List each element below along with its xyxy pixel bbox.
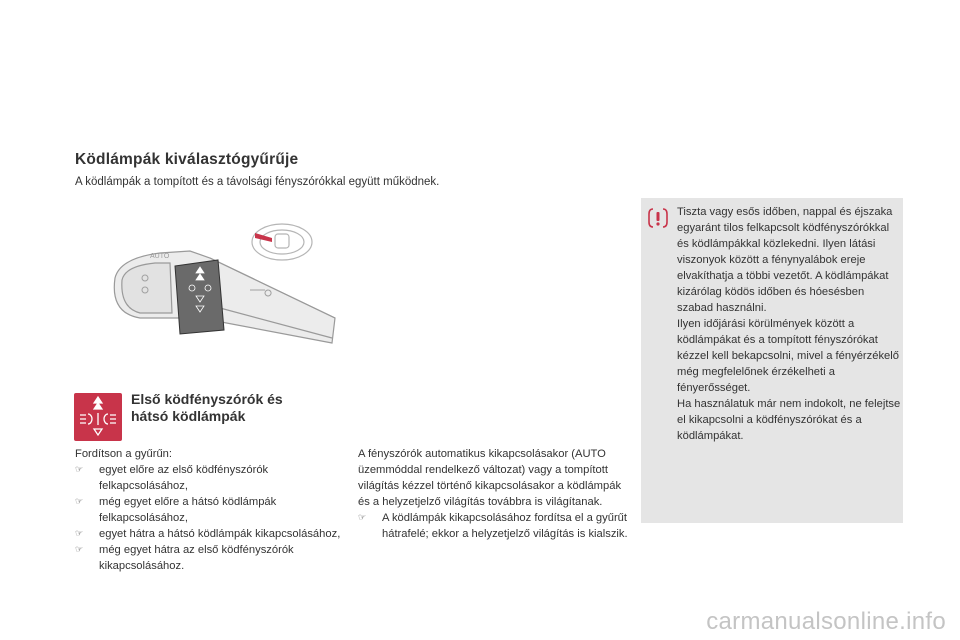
watermark: carmanualsonline.info bbox=[706, 608, 946, 635]
middle-paragraph: A fényszórók automatikus kikapcsolásakor (AUTO üzemmóddal rendelkező változat) vagy a tompított világítás kézzel történő kikapcsolásakor a ködlámpák és a helyzetjelző világítás továbbra is világítanak. bbox=[358, 448, 622, 508]
list-item: ☞ egyet előre az első ködfényszórók felkapcsolásához, bbox=[75, 462, 345, 494]
list-item: ☞ egyet hátra a hátsó ködlámpák kikapcsolásához, bbox=[75, 526, 345, 542]
steering-wheel-icon bbox=[252, 224, 312, 260]
warning-paragraph: Ha használatuk már nem indokolt, ne felejtse el kikapcsolni a ködfényszórókat és a ködlámpákat. bbox=[677, 398, 901, 442]
warning-paragraph: Ilyen időjárási körülmények között a ködlámpákat és a tompított fényszórókat kézzel kell bekapcsolni, mivel a fényérzékelő még megfelelőnek érzékelheti a fényerősséget. bbox=[677, 318, 899, 394]
section-title: Ködlámpák kiválasztógyűrűje bbox=[75, 151, 299, 168]
left-list bbox=[75, 462, 345, 574]
subsection-title-line1: Első ködfényszórók és bbox=[131, 391, 283, 407]
left-column bbox=[75, 446, 345, 574]
auto-label: AUTO bbox=[150, 253, 170, 260]
middle-list bbox=[358, 510, 628, 542]
left-lead: Fordítson a gyűrűn: bbox=[75, 448, 173, 460]
subsection-title bbox=[131, 391, 283, 425]
warning-icon bbox=[647, 208, 669, 228]
list-item: ☞ még egyet hátra az első ködfényszórók kikapcsolásához. bbox=[75, 542, 345, 574]
warning-paragraph: Tiszta vagy esős időben, nappal és éjszaka egyaránt tilos felkapcsolt ködfényszórókkal és ködlámpákkal közlekedni. Ilyen látási viszonyok között a fénynyalábok ereje elvakíthatja a többi vezetőt. A ködlámpákat kizárólag ködös időben és hóesésben szabad használni. bbox=[677, 206, 893, 314]
fog-light-icon bbox=[74, 393, 122, 441]
fog-lamp-ring-illustration bbox=[100, 218, 340, 358]
warning-text bbox=[677, 204, 901, 444]
list-item: ☞ A ködlámpák kikapcsolásához fordítsa el a gyűrűt hátrafelé; ekkor a helyzetjelző világítás is kialszik. bbox=[358, 510, 628, 542]
middle-column bbox=[358, 446, 628, 542]
section-intro: A ködlámpák a tompított és a távolsági fényszórókkal együtt működnek. bbox=[75, 176, 440, 188]
list-item: ☞ még egyet előre a hátsó ködlámpák felkapcsolásához, bbox=[75, 494, 345, 526]
subsection-title-line2: hátsó ködlámpák bbox=[131, 408, 246, 424]
